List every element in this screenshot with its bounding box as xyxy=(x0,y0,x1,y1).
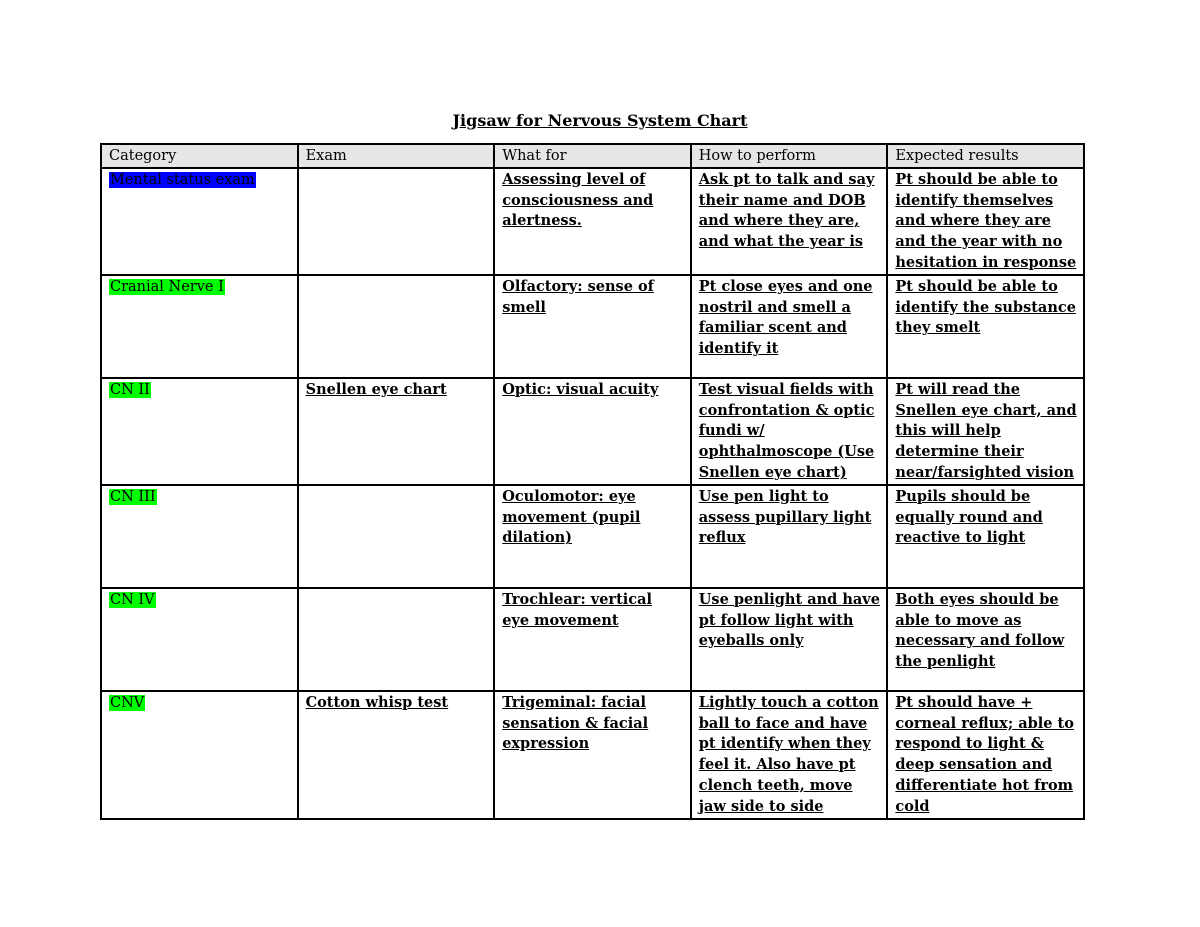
category-cell xyxy=(101,588,298,691)
category-cell xyxy=(101,378,298,485)
category-highlight: CN III xyxy=(110,488,156,505)
header-category: Category xyxy=(101,144,298,168)
exam-cell: Cotton whisp test xyxy=(298,691,495,819)
expected-results-cell: Pt should be able to identify the substance they smelt xyxy=(887,275,1084,378)
header-what-for: What for xyxy=(494,144,691,168)
document-title: Jigsaw for Nervous System Chart xyxy=(452,111,748,130)
how-to-perform-cell: Use pen light to assess pupillary light reflux xyxy=(691,485,888,588)
how-to-perform-cell: Lightly touch a cotton ball to face and have pt identify when they feel it. Also have pt clench teeth, move jaw side to side xyxy=(691,691,888,819)
category-cell xyxy=(101,275,298,378)
how-to-perform-cell: Test visual fields with confrontation & optic fundi w/ ophthalmoscope (Use Snellen eye chart) xyxy=(691,378,888,485)
table-row xyxy=(101,691,1084,819)
expected-results-cell: Pt will read the Snellen eye chart, and this will help determine their near/farsighted vision xyxy=(887,378,1084,485)
table-row xyxy=(101,485,1084,588)
table-row xyxy=(101,275,1084,378)
what-for-cell: Trigeminal: facial sensation & facial expression xyxy=(494,691,691,819)
nervous-system-table xyxy=(100,143,1085,820)
category-highlight: CN IV xyxy=(110,591,155,608)
category-highlight: Cranial Nerve I xyxy=(110,278,224,295)
category-highlight: Mental status exam xyxy=(110,171,255,188)
what-for-cell: Oculomotor: eye movement (pupil dilation) xyxy=(494,485,691,588)
category-cell xyxy=(101,168,298,275)
table-header-row xyxy=(101,144,1084,168)
expected-results-cell: Pupils should be equally round and reactive to light xyxy=(887,485,1084,588)
header-expected-results: Expected results xyxy=(887,144,1084,168)
what-for-cell: Assessing level of consciousness and alertness. xyxy=(494,168,691,275)
how-to-perform-cell: Pt close eyes and one nostril and smell a familiar scent and identify it xyxy=(691,275,888,378)
exam-cell xyxy=(298,588,495,691)
category-highlight: CNV xyxy=(110,694,145,711)
table-row xyxy=(101,168,1084,275)
how-to-perform-cell: Ask pt to talk and say their name and DOB and where they are, and what the year is xyxy=(691,168,888,275)
expected-results-cell: Both eyes should be able to move as necessary and follow the penlight xyxy=(887,588,1084,691)
category-cell xyxy=(101,485,298,588)
expected-results-cell: Pt should have + corneal reflux; able to respond to light & deep sensation and differentiate hot from cold xyxy=(887,691,1084,819)
table-row xyxy=(101,378,1084,485)
what-for-cell: Optic: visual acuity xyxy=(494,378,691,485)
exam-cell xyxy=(298,485,495,588)
what-for-cell: Olfactory: sense of smell xyxy=(494,275,691,378)
exam-cell: Snellen eye chart xyxy=(298,378,495,485)
header-how-to-perform: How to perform xyxy=(691,144,888,168)
how-to-perform-cell: Use penlight and have pt follow light with eyeballs only xyxy=(691,588,888,691)
category-cell xyxy=(101,691,298,819)
what-for-cell: Trochlear: vertical eye movement xyxy=(494,588,691,691)
header-exam: Exam xyxy=(298,144,495,168)
category-highlight: CN II xyxy=(110,381,150,398)
table-row xyxy=(101,588,1084,691)
expected-results-cell: Pt should be able to identify themselves and where they are and the year with no hesitation in response xyxy=(887,168,1084,275)
exam-cell xyxy=(298,275,495,378)
exam-cell xyxy=(298,168,495,275)
